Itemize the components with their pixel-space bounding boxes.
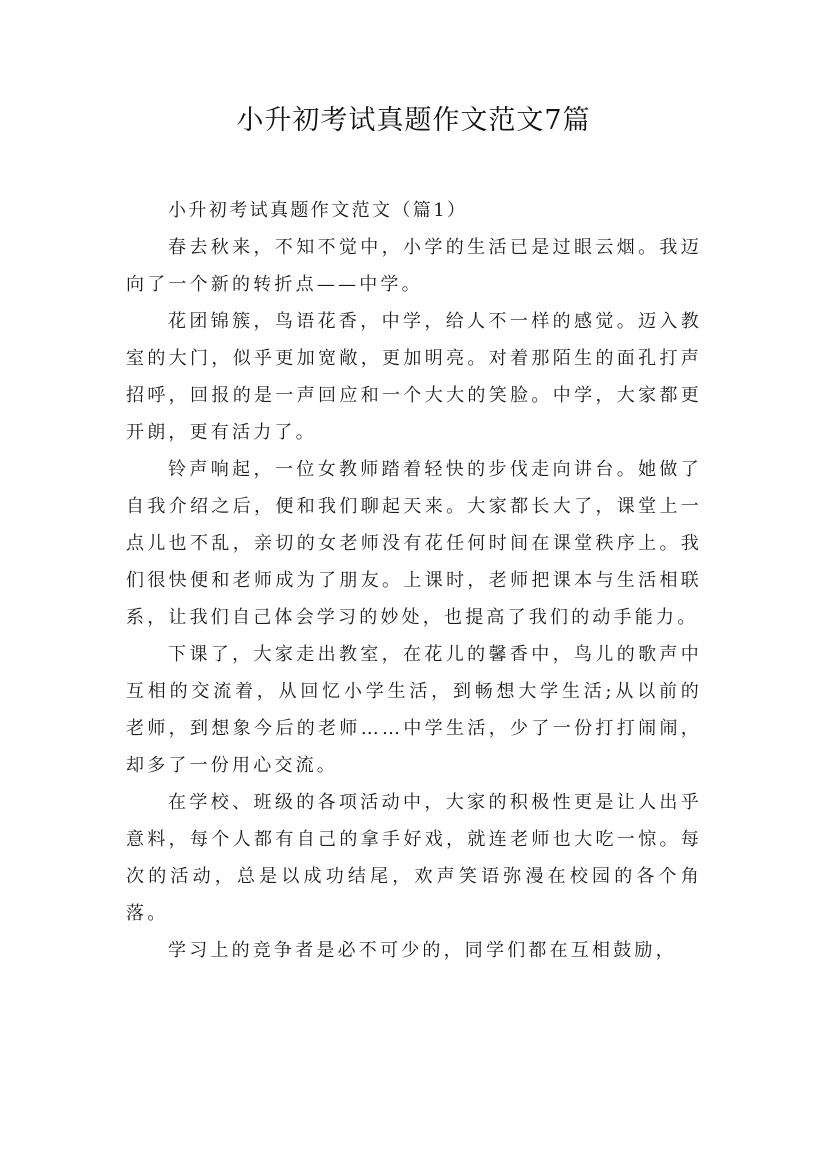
section-heading: 小升初考试真题作文范文（篇1） bbox=[168, 200, 468, 221]
paragraph: 在学校、班级的各项活动中，大家的积极性更是让人出乎意料，每个人都有自己的拿手好戏，就连老师也大吃一惊。每次的活动，总是以成功结尾，欢声笑语弥漫在校园的各个角落。 bbox=[126, 792, 702, 924]
paragraph: 铃声响起，一位女教师踏着轻快的步伐走向讲台。她做了自我介绍之后，便和我们聊起天来。大家都长大了，课堂上一点儿也不乱，亲切的女老师没有花任何时间在课堂秩序上。我们很快便和老师成为了朋友。上课时，老师把课本与生活相联系，让我们自己体会学习的妙处，也提高了我们的动手能力。 bbox=[126, 459, 702, 628]
paragraph: 下课了，大家走出教室，在花儿的馨香中，鸟儿的歌声中互相的交流着，从回忆小学生活，到畅想大学生活;从以前的老师，到想象今后的老师……中学生活，少了一份打打闹闹，却多了一份用心交流。 bbox=[126, 644, 702, 776]
paragraph: 花团锦簇，鸟语花香，中学，给人不一样的感觉。迈入教室的大门，似乎更加宽敞，更加明亮。对着那陌生的面孔打声招呼，回报的是一声回应和一个大大的笑脸。中学，大家都更开朗，更有活力了。 bbox=[126, 311, 702, 443]
document-body bbox=[126, 192, 702, 969]
paragraph: 学习上的竞争者是必不可少的，同学们都在互相鼓励， bbox=[168, 940, 677, 961]
document-title: 小升初考试真题作文范文7篇 bbox=[236, 105, 591, 136]
paragraph: 春去秋来，不知不觉中，小学的生活已是过眼云烟。我迈向了一个新的转折点——中学。 bbox=[126, 237, 702, 295]
